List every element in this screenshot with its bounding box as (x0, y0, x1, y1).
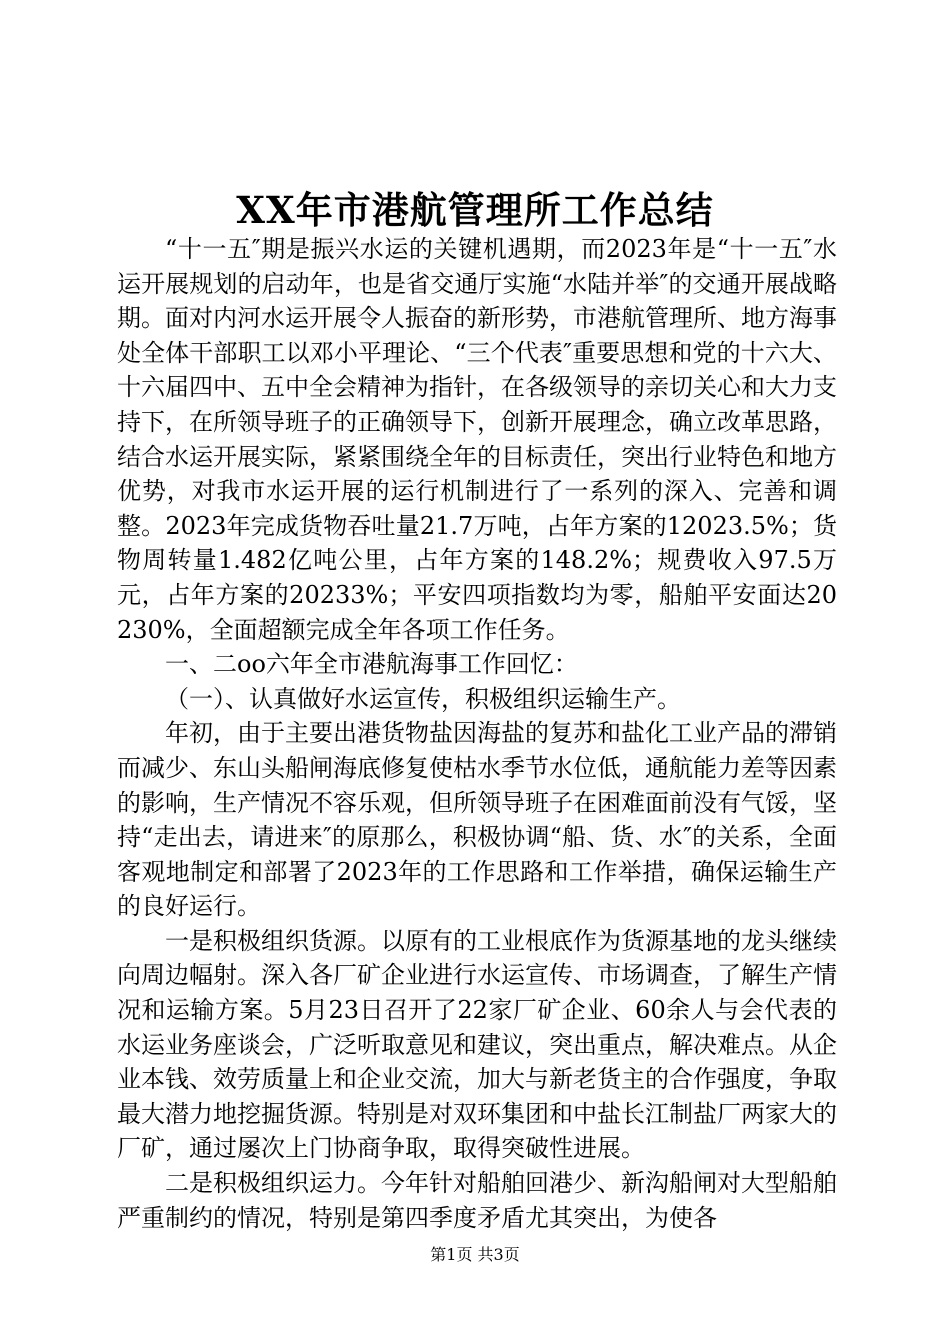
page-footer: 第1页 共3页 (430, 1245, 520, 1264)
document-title: XX年市港航管理所工作总结 (236, 188, 714, 232)
section-heading: 一、二oo六年全市港航海事工作回忆： (165, 650, 578, 679)
document-body (117, 232, 837, 1235)
paragraph-cargo-sources: 一是积极组织货源。以原有的工业根底作为货源基地的龙头继续向周边幅射。深入各厂矿企业进行水运宣传、市场调查，了解生产情况和运输方案。5月23日召开了22家厂矿企业、60余人与会代表的水运业务座谈会，广泛听取意见和建议，突出重点，解决难点。从企业本钱、效劳质量上和企业交流，加大与新老货主的合作强度，争取最大潜力地挖掘货源。特别是对双环集团和中盐长江制盐厂两家大的厂矿，通过屡次上门协商争取，取得突破性进展。 (117, 926, 837, 1163)
subsection-heading: （一）、认真做好水运宣传，积极组织运输生产。 (165, 684, 681, 713)
paragraph-intro: “十一五″期是振兴水运的关键机遇期，而2023年是“十一五″水运开展规划的启动年，也是省交通厅实施“水陆并举″的交通开展战略期。面对内河水运开展令人振奋的新形势，市港航管理所、地方海事处全体干部职工以邓小平理论、“三个代表″重要思想和党的十六大、十六届四中、五中全会精神为指针，在各级领导的亲切关心和大力支持下，在所领导班子的正确领导下，创新开展理念，确立改革思路，结合水运开展实际，紧紧围绕全年的目标责任，突出行业特色和地方优势，对我市水运开展的运行机制进行了一系列的深入、完善和调整。2023年完成货物吞吐量21.7万吨，占年方案的12023.5%；货物周转量1.482亿吨公里，占年方案的148.2%；规费收入97.5万元，占年方案的20233%；平安四项指数均为零，船舶平安面达20230%，全面超额完成全年各项工作任务。 (117, 235, 837, 644)
paragraph-early-year: 年初，由于主要出港货物盐因海盐的复苏和盐化工业产品的滞销而减少、东山头船闸海底修复使枯水季节水位低，通航能力差等因素的影响，生产情况不容乐观，但所领导班子在困难面前没有气馁，坚持“走出去，请进来″的原那么，积极协调“船、货、水″的关系，全面客观地制定和部署了2023年的工作思路和工作举措，确保运输生产的良好运行。 (117, 719, 837, 921)
paragraph-transport-capacity: 二是积极组织运力。今年针对船舶回港少、新沟船闸对大型船舶严重制约的情况，特别是第四季度矛盾尤其突出，为使各 (117, 1169, 837, 1232)
